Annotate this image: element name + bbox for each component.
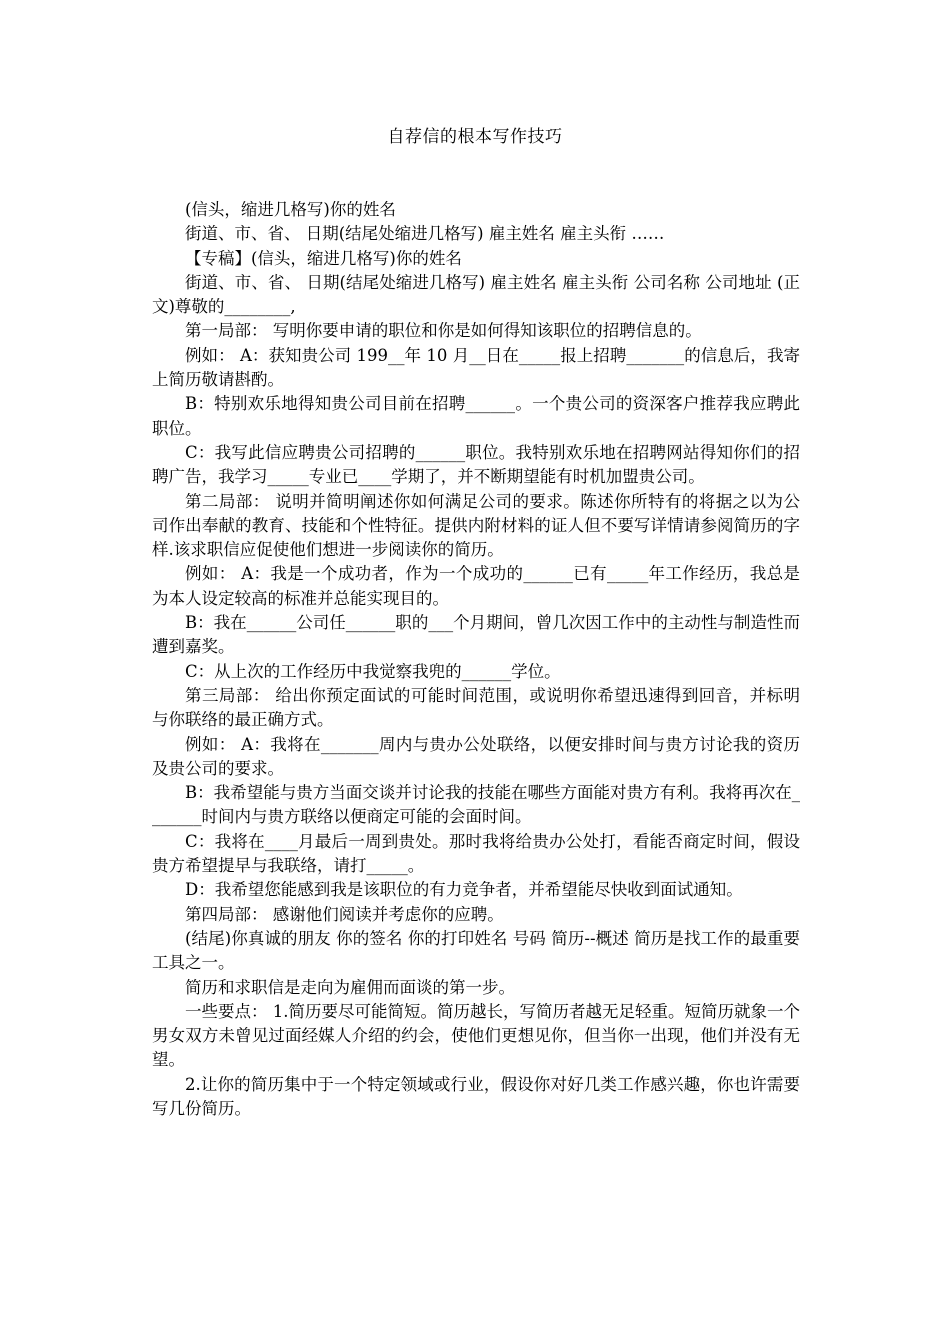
document-title: 自荐信的根本写作技巧: [387, 127, 563, 147]
paragraph-part-two-example-a: 例如： A：我是一个成功者，作为一个成功的______已有_____年工作经历，我总是为本人设定较高的标准并总能实现目的。: [152, 564, 800, 608]
paragraph-part-three-example-b: B：我希望能与贵方当面交谈并讨论我的技能在哪些方面能对贵方有利。我将再次在_______时间内与贵方联络以便商定可能的会面时间。: [152, 783, 800, 827]
paragraph-part-two-example-c: C：从上次的工作经历中我觉察我兜的______学位。: [185, 661, 561, 681]
paragraph-key-points-1: 一些要点： 1.简历要尽可能简短。简历越长，写简历者越无足轻重。短简历就象一个男女双方未曾见过面经媒人介绍的约会，使他们更想见你，但当你一出现，他们并没有无望。: [152, 1001, 800, 1070]
paragraph-part-one: 第一局部： 写明你要申请的职位和你是如何得知该职位的招聘信息的。: [185, 321, 702, 341]
paragraph-part-two-example-b: B：我在______公司任______职的___个月期间，曾几次因工作中的主动性与制造性而遭到嘉奖。: [152, 613, 800, 657]
paragraph-part-one-example-c: C：我写此信应聘贵公司招聘的______职位。我特别欢乐地在招聘网站得知你们的招聘广告，我学习_____专业已____学期了，并不断期望能有时机加盟贵公司。: [152, 442, 800, 487]
paragraph-part-four: 第四局部： 感谢他们阅读并考虑你的应聘。: [185, 904, 504, 924]
paragraph-key-points-2: 2.让你的简历集中于一个特定领域或行业，假设你对好几类工作感兴趣，你也许需要写几份简历。: [152, 1074, 800, 1118]
paragraph-part-three-example-c: C：我将在____月最后一周到贵处。那时我将给贵办公处打，看能否商定时间，假设贵方希望提早与我联络，请打_____。: [152, 831, 800, 876]
paragraph-resume-first-step: 简历和求职信是走向为雇佣而面谈的第一步。: [185, 977, 515, 997]
paragraph-part-one-example-b: B：特别欢乐地得知贵公司目前在招聘______。一个贵公司的资深客户推荐我应聘此职位。: [152, 394, 800, 438]
paragraph-letterhead-name: (信头，缩进几格写)你的姓名: [185, 200, 396, 219]
paragraph-part-three-example-a: 例如： A：我将在_______周内与贵办公处联络，以便安排时间与贵方讨论我的资历及贵公司的要求。: [152, 734, 800, 778]
paragraph-address-date-employer: 街道、市、省、 日期(结尾处缩进几格写) 雇主姓名 雇主头衔 ……: [185, 224, 665, 244]
paragraph-part-two: 第二局部： 说明并简明阐述你如何满足公司的要求。陈述你所特有的将据之以为公司作出奉献的教育、技能和个性特征。提供内附材料的证人但不要写详情请参阅简历的字样.该求职信应促使他们想进一步阅读你的简历。: [152, 491, 800, 560]
paragraph-special-letterhead: 【专稿】(信头，缩进几格写)你的姓名: [185, 248, 462, 268]
paragraph-closing-resume-overview: (结尾)你真诚的朋友 你的签名 你的打印姓名 号码 简历--概述 简历是找工作的最重要工具之一。: [152, 928, 800, 973]
paragraph-part-one-example-a: 例如： A：获知贵公司 199__年 10 月__日在_____报上招聘_______的信息后，我寄上简历敬请斟酌。: [152, 345, 800, 390]
paragraph-part-three-example-d: D：我希望您能感到我是该职位的有力竞争者，并希望能尽快收到面试通知。: [185, 880, 743, 900]
paragraph-address-salutation: 街道、市、省、 日期(结尾处缩进几格写) 雇主姓名 雇主头衔 公司名称 公司地址 (正文)尊敬的________,: [152, 272, 800, 317]
paragraph-part-three: 第三局部： 给出你预定面试的可能时间范围，或说明你希望迅速得到回音，并标明与你联络的最正确方式。: [152, 685, 800, 730]
document-body: [152, 198, 800, 1121]
